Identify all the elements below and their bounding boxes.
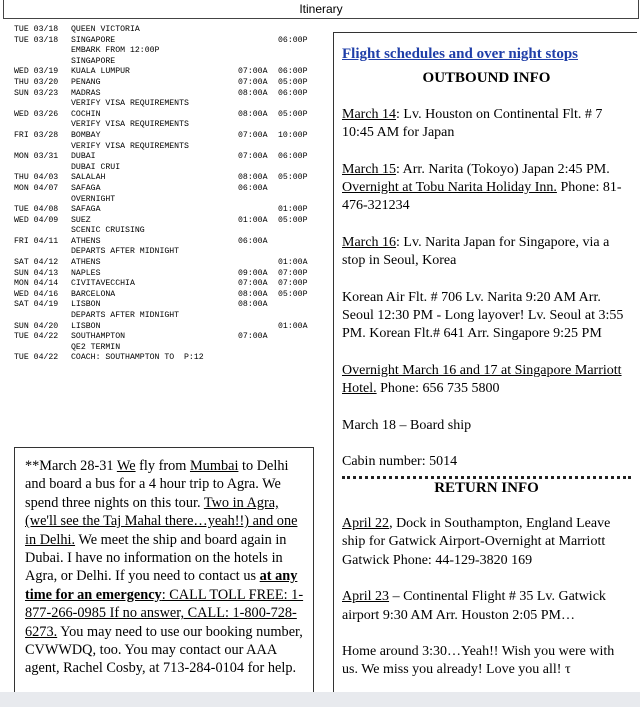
schedule-place: EMBARK FROM 12:00P	[71, 46, 160, 56]
schedule-place: SCENIC CRUISING	[71, 226, 145, 236]
outbound-title: OUTBOUND INFO	[422, 70, 551, 87]
schedule-date: WED 04/16	[14, 289, 59, 299]
note-emergency: at any time for an emergency	[25, 568, 298, 603]
schedule-place: NAPLES	[71, 268, 101, 278]
schedule-t1: 06:00A	[238, 236, 268, 246]
schedule-place: SUEZ	[71, 215, 91, 225]
schedule-date: SUN 04/20	[14, 321, 59, 331]
schedule-date: WED 03/19	[14, 67, 59, 77]
schedule-row	[12, 57, 324, 68]
schedule-row	[12, 353, 324, 364]
schedule-row	[12, 184, 324, 195]
schedule-place: SAFAGA	[71, 183, 101, 193]
schedule-row	[12, 142, 324, 153]
schedule-date: TUE 04/08	[14, 205, 59, 215]
schedule-row	[12, 152, 324, 163]
schedule-t2: 05:00P	[278, 289, 308, 299]
board-ship: March 18 – Board ship	[342, 417, 472, 433]
return-april23: April 23 – Continental Flight # 35 Lv. Gatwick airport 9:30 AM Arr. Houston 2:05 PM…	[342, 589, 606, 623]
schedule-date: MON 04/14	[14, 279, 59, 289]
flight-heading: Flight schedules and over night stops	[342, 46, 579, 62]
schedule-t2: 05:00P	[278, 109, 308, 119]
schedule-row	[12, 237, 324, 248]
note-text-6: Two in Agra, (we'll see the Taj Mahal there…yeah!!) and one in Delhi.	[25, 494, 298, 548]
schedule-place: VERIFY VISA REQUIREMENTS	[71, 120, 189, 130]
note-phones: : CALL TOLL FREE: 1-877-266-0985 If no answer, CALL: 1-800-728-6273.	[25, 586, 304, 640]
schedule-t1: 07:00A	[238, 67, 268, 77]
schedule-row	[12, 343, 324, 354]
schedule-t1: 08:00A	[238, 173, 268, 183]
schedule-place: COCHIN	[71, 109, 101, 119]
schedule-date: TUE 04/22	[14, 353, 59, 363]
schedule-place: DUBAI CRUI	[71, 162, 121, 172]
schedule-place: LISBON	[71, 321, 101, 331]
schedule-t1: 07:00A	[238, 332, 268, 342]
singapore-overnight: Overnight March 16 and 17 at Singapore Marriott Hotel. Phone: 656 735 5800	[342, 362, 622, 397]
note-text-5: to Delhi and board a bus for a 4 hour trip to Agra. We spend three nights on this tour.	[25, 458, 289, 511]
schedule-place: SINGAPORE	[71, 56, 116, 66]
schedule-t2: 01:00A	[278, 258, 308, 268]
schedule-place: OVERNIGHT	[71, 194, 116, 204]
schedule-row	[12, 110, 324, 121]
schedule-t2: 06:00P	[278, 152, 308, 162]
schedule-date: FRI 04/11	[14, 236, 59, 246]
schedule-date: TUE 03/18	[14, 25, 59, 34]
schedule-t2: 07:00P	[278, 279, 308, 289]
flight-info-panel	[333, 32, 637, 707]
outbound-march16: March 16: Lv. Narita Japan for Singapore, via a stop in Seoul, Korea	[342, 234, 610, 269]
schedule-date: THU 03/20	[14, 77, 59, 87]
schedule-row	[12, 131, 324, 142]
schedule-row	[12, 279, 324, 290]
schedule-row	[12, 89, 324, 100]
schedule-date: SUN 04/13	[14, 268, 59, 278]
schedule-row	[12, 25, 324, 36]
schedule-t1: 06:00A	[238, 183, 268, 193]
schedule-row	[12, 216, 324, 227]
bottom-bar	[0, 692, 640, 707]
schedule-row	[12, 226, 324, 237]
note-text-10: You may need to use our booking number, CVWWDQ, too. You may contact our AAA agent, Rachel Cosby, at 713-284-0104 for help.	[25, 623, 303, 677]
cruise-schedule	[12, 25, 324, 364]
schedule-place: LISBON	[71, 300, 101, 310]
schedule-place: QE2 TERMIN	[71, 342, 121, 352]
schedule-t1: 08:00A	[238, 289, 268, 299]
schedule-date: WED 03/26	[14, 109, 59, 119]
schedule-t1: 08:00A	[238, 109, 268, 119]
schedule-row	[12, 290, 324, 301]
schedule-row	[12, 300, 324, 311]
schedule-t1: 01:00A	[238, 215, 268, 225]
schedule-row	[12, 258, 324, 269]
schedule-row	[12, 195, 324, 206]
schedule-t2: 06:00P	[278, 35, 308, 45]
travel-note-box	[14, 447, 314, 697]
schedule-t2: 05:00P	[278, 215, 308, 225]
schedule-t1: 08:00A	[238, 300, 268, 310]
schedule-row	[12, 173, 324, 184]
schedule-t2: 06:00P	[278, 88, 308, 98]
schedule-t2: 01:00P	[278, 205, 308, 215]
schedule-place: BARCELONA	[71, 289, 116, 299]
schedule-t1: 07:00A	[238, 152, 268, 162]
note-text-4: Mumbai	[189, 458, 239, 474]
schedule-place: VERIFY VISA REQUIREMENTS	[71, 141, 189, 151]
schedule-date: SAT 04/12	[14, 258, 59, 268]
schedule-date: SAT 04/19	[14, 300, 59, 310]
schedule-place: CIVITAVECCHIA	[71, 279, 135, 289]
schedule-date: TUE 03/18	[14, 35, 59, 45]
schedule-date: THU 04/03	[14, 173, 59, 183]
schedule-row	[12, 205, 324, 216]
schedule-t2: 10:00P	[278, 130, 308, 140]
note-text-2: We	[116, 458, 136, 474]
schedule-t1: 07:00A	[238, 130, 268, 140]
schedule-place: DEPARTS AFTER MIDNIGHT	[71, 247, 180, 257]
schedule-date: SUN 03/23	[14, 88, 59, 98]
schedule-row	[12, 332, 324, 343]
schedule-place: DEPARTS AFTER MIDNIGHT	[71, 311, 180, 321]
schedule-place: SAFAGA	[71, 205, 101, 215]
schedule-row	[12, 78, 324, 89]
outbound-march15: March 15: Arr. Narita (Tokoyo) Japan 2:45 PM. Overnight at Tobu Narita Holiday Inn. Phone: 81-476-321234	[342, 161, 622, 214]
schedule-t1: 07:00A	[238, 279, 268, 289]
schedule-row	[12, 311, 324, 322]
schedule-t1: 09:00A	[238, 268, 268, 278]
schedule-date: FRI 03/28	[14, 130, 59, 140]
schedule-place: BOMBAY	[71, 130, 101, 140]
schedule-t2: 06:00P	[278, 67, 308, 77]
schedule-row	[12, 99, 324, 110]
schedule-row	[12, 120, 324, 131]
schedule-place: DUBAI	[71, 152, 96, 162]
schedule-row	[12, 247, 324, 258]
schedule-t2: 07:00P	[278, 268, 308, 278]
schedule-date: MON 03/31	[14, 152, 59, 162]
schedule-place: ATHENS	[71, 236, 101, 246]
return-april22: April 22, Dock in Southampton, England Leave ship for Gatwick Airport-Overnight at Marriott Gatwick Phone: 44-129-3820 169	[342, 515, 611, 568]
schedule-row	[12, 322, 324, 333]
schedule-date: TUE 04/22	[14, 332, 59, 342]
schedule-date: WED 04/09	[14, 215, 59, 225]
note-text-3: fly from	[135, 458, 190, 474]
schedule-t2: 05:00P	[278, 173, 308, 183]
note-text-7: We meet the ship and board again in Dubai. I have no information on the hotels in Agra, or Delhi. If you need to contact us	[25, 531, 287, 585]
page-title: Itinerary	[3, 0, 639, 19]
korean-air-flight: Korean Air Flt. # 706 Lv. Narita 9:20 AM Arr. Seoul 12:30 PM - Long layover! Lv. Seoul at 3:55 PM. Korean Flt.# 641 Arr. Singapore 9:25 PM	[342, 289, 624, 342]
closing-message: Home around 3:30…Yeah!! Wish you were with us. We miss you already! Love you all! τ	[342, 643, 615, 678]
schedule-place: VERIFY VISA REQUIREMENTS	[71, 99, 189, 109]
schedule-date: MON 04/07	[14, 183, 59, 193]
schedule-place: SINGAPORE	[71, 35, 116, 45]
schedule-t2: 01:00A	[278, 321, 308, 331]
schedule-place: SALALAH	[71, 173, 106, 183]
schedule-place: PENANG	[71, 77, 101, 87]
schedule-row	[12, 163, 324, 174]
note-text-1: **March 28-31	[25, 458, 117, 474]
cabin-number: Cabin number: 5014	[342, 454, 458, 470]
schedule-t2: 05:00P	[278, 77, 308, 87]
schedule-place: KUALA LUMPUR	[71, 67, 130, 77]
schedule-place: ATHENS	[71, 258, 101, 268]
schedule-place: COACH: SOUTHAMPTON TO P:12	[71, 353, 204, 363]
schedule-t1: 07:00A	[238, 77, 268, 87]
schedule-row	[12, 36, 324, 47]
outbound-march14: March 14: Lv. Houston on Continental Flt. # 7 10:45 AM for Japan	[342, 106, 603, 141]
schedule-row	[12, 67, 324, 78]
schedule-place: SOUTHAMPTON	[71, 332, 126, 342]
schedule-place: QUEEN VICTORIA	[71, 25, 140, 34]
schedule-place: MADRAS	[71, 88, 101, 98]
return-title: RETURN INFO	[434, 479, 539, 496]
schedule-row	[12, 46, 324, 57]
schedule-row	[12, 269, 324, 280]
schedule-t1: 08:00A	[238, 88, 268, 98]
